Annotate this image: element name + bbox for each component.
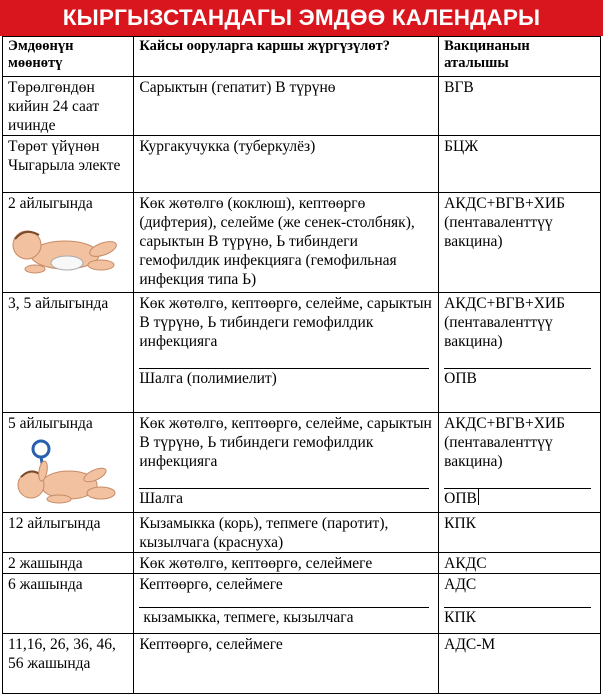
vaccine-text: АКДС+ВГВ+ХИБ (пентаваленттүү вакцина) — [444, 415, 565, 470]
diseases-cell — [134, 574, 439, 634]
age-cell: 3, 5 айлыгында — [3, 293, 134, 413]
disease-text: Көк жөтөлгө, кептөөргө, селейме, сарыктын В түрүнө, Ь тибиндеги гемофилдик инфекцияга — [139, 415, 432, 470]
table-row — [3, 77, 601, 136]
age-cell: 11,16, 26, 36, 46, 56 жашында — [3, 634, 134, 694]
vaccine-cell — [439, 574, 601, 634]
vaccine-text: АДС — [444, 576, 477, 593]
table-row — [3, 136, 601, 193]
diseases-cell — [134, 293, 439, 413]
vaccine-cell: ВГВ — [439, 77, 601, 136]
vaccine-text: ОПВ — [444, 490, 477, 507]
age-cell: 2 жашында — [3, 553, 134, 574]
vaccine-cell — [439, 413, 601, 513]
lying-baby-icon — [5, 219, 123, 281]
baby-with-rattle-icon — [9, 435, 121, 511]
vaccine-cell: АДС-М — [439, 634, 601, 694]
diseases-cell: Кургакучукка (туберкулёз) — [134, 136, 439, 193]
vaccine-text: ОПВ — [444, 370, 477, 387]
age-cell: Төрөт үйүнөн Чыгарыла электе — [3, 136, 134, 193]
page-title: КЫРГЫЗСТАНДАГЫ ЭМДӨӨ КАЛЕНДАРЫ — [62, 5, 541, 30]
header-diseases: Кайсы ооруларга каршы жүргүзүлөт? — [134, 37, 439, 77]
table-row — [3, 574, 601, 634]
age-cell: 6 жашында — [3, 574, 134, 634]
age-cell — [3, 193, 134, 293]
vaccine-cell: АКДС — [439, 553, 601, 574]
table-row — [3, 553, 601, 574]
age-label: 2 айлыгында — [8, 195, 93, 212]
diseases-cell: Сарыктын (гепатит) В түрүнө — [134, 77, 439, 136]
age-label: 5 айлыгында — [8, 415, 93, 432]
table-row — [3, 413, 601, 513]
header-vaccine: Вакцинанын аталышы — [439, 37, 601, 77]
vaccine-cell — [439, 293, 601, 413]
age-cell — [3, 413, 134, 513]
table-row — [3, 634, 601, 694]
diseases-cell: Кептөөргө, селеймеге — [134, 634, 439, 694]
vaccine-text: КПК — [444, 609, 476, 626]
diseases-cell: Кызамыкка (корь), тепмеге (паротит), кызылчага (краснуха) — [134, 513, 439, 553]
disease-text: Кептөөргө, селеймеге — [139, 576, 283, 593]
vaccine-text: АКДС+ВГВ+ХИБ (пентаваленттүү вакцина) — [444, 295, 565, 350]
diseases-cell: Көк жөтөлгө (коклюш), кептөөргө (дифтерия), селейме (же сенек-столбняк), сарыктын В түрүнө, Ь тибиндеги гемофилдик инфекцияга (гемофильная инфекция типа Ь) — [134, 193, 439, 293]
vaccine-cell: КПК — [439, 513, 601, 553]
header-age: Эмдөөнүн мөөнөтү — [3, 37, 134, 77]
diseases-cell — [134, 413, 439, 513]
age-cell: 12 айлыгында — [3, 513, 134, 553]
disease-text: Көк жөтөлгө, кептөөргө, селейме, сарыктын В түрүнө, Ь тибиндеги гемофилдик инфекцияга — [139, 295, 432, 350]
disease-text: Шалга — [139, 490, 183, 507]
age-cell: Төрөлгөндөн кийин 24 саат ичинде — [3, 77, 134, 136]
vaccine-cell: БЦЖ — [439, 136, 601, 193]
table-header-row — [3, 37, 601, 77]
diseases-cell: Көк жөтөлгө, кептөөргө, селеймеге — [134, 553, 439, 574]
table-row — [3, 193, 601, 293]
table-row — [3, 293, 601, 413]
table-row — [3, 513, 601, 553]
vaccine-cell: АКДС+ВГВ+ХИБ (пентаваленттүү вакцина) — [439, 193, 601, 293]
title-bar — [0, 0, 603, 36]
vaccination-table — [2, 36, 601, 694]
disease-text: Шалга (полимиелит) — [139, 370, 277, 387]
disease-text: кызамыкка, тепмеге, кызылчага — [143, 609, 354, 626]
text-cursor — [478, 489, 479, 505]
